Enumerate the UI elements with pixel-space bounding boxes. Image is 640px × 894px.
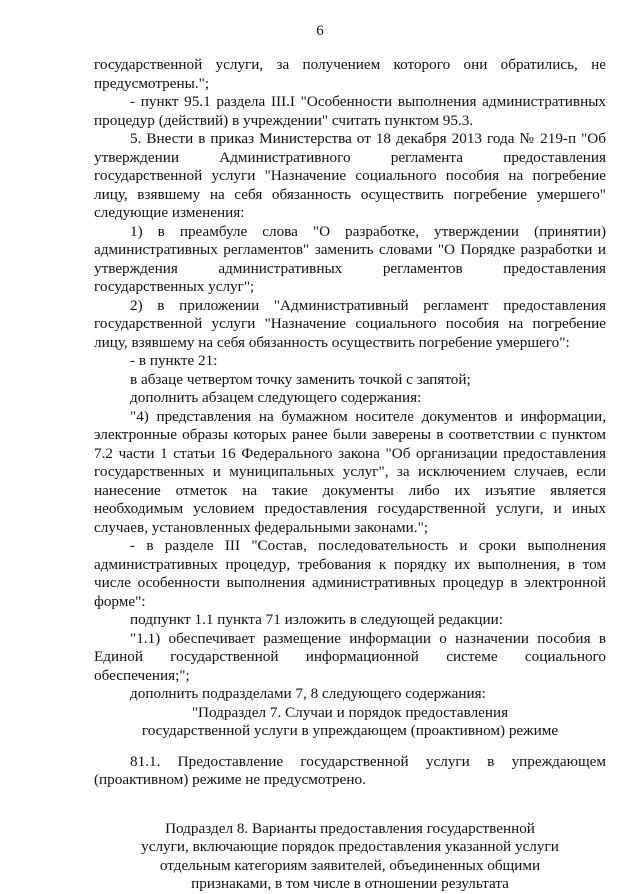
paragraph-item-95-1: - пункт 95.1 раздела III.I "Особенности выполнения административных процедур (действий) в учреждении" считать пунктом 95.3. — [94, 93, 606, 129]
paragraph-section-3: - в разделе III "Состав, последовательность и сроки выполнения административных процедур, требования к порядку их выполнения, в том числе особенности выполнения административных процедур в электронной форме": — [94, 537, 606, 610]
paragraph-quote-1-1: "1.1) обеспечивает размещение информации о назначении пособия в Единой государственной информационной системе социального обеспечения;"; — [94, 629, 606, 684]
spacer — [94, 741, 606, 753]
paragraph-subitem-1: 1) в преамбуле слова "О разработке, утверждении (принятии) административных регламентов" заменить словами "О Порядке разработки и утверждения административных регламентов предоставления государственных услуг"; — [94, 222, 606, 295]
paragraph-subpoint-1-1: подпункт 1.1 пункта 71 изложить в следующей редакции: — [130, 611, 503, 628]
paragraph-fourth-abzac: в абзаце четвертом точку заменить точкой с запятой; — [130, 370, 471, 388]
paragraph-add-subsections: дополнить подразделами 7, 8 следующего содержания: — [130, 685, 486, 702]
paragraph-quote-4: "4) представления на бумажном носителе документов и информации, электронные образы которых ранее были заверены в соответствии с пунктом 7.2 части 1 статьи 16 Федерального закона "Об организации предоставления государственных и муниципальных услуг", за исключением случаев, если нанесение отметок на такие документы либо их изъятие является необходимым условием предоставления государственной услуги, и иных случаев, установленных федеральными законами."; — [94, 407, 606, 536]
page-number: 6 — [316, 23, 324, 39]
subsection-8-heading-line-4: признаками, в том числе в отношении результата — [191, 875, 509, 892]
paragraph-continuation: государственной услуги, за получением которого они обратились, не предусмотрены."; — [94, 56, 606, 92]
subsection-8-heading-line-2: услуги, включающие порядок предоставления указанной услуги — [141, 838, 559, 855]
subsection-7-heading-line-1: "Подраздел 7. Случаи и порядок предоставления — [191, 703, 509, 721]
paragraph-subitem-2: 2) в приложении "Административный регламент предоставления государственной услуги "Назначение социального пособия на погребение лицу, взявшему на себя обязанность осуществить погребение умершего": — [94, 296, 606, 351]
subsection-8-heading-line-3: отдельным категориям заявителей, объединенных общими — [159, 856, 541, 874]
document-body — [94, 56, 606, 894]
subsection-7-heading-line-2: государственной услуги в упреждающем (проактивном) режиме — [141, 722, 559, 739]
paragraph-add-abzac: дополнить абзацем следующего содержания: — [130, 389, 422, 406]
spacer — [94, 790, 606, 820]
subsection-8-heading-line-1: Подраздел 8. Варианты предоставления государственной — [165, 819, 535, 837]
paragraph-item-5: 5. Внести в приказ Министерства от 18 декабря 2013 года № 219-п "Об утверждении Административного регламента предоставления государственной услуги "Назначение социального пособия на погребение лицу, взявшему на себя обязанность осуществить погребение умершего" следующие изменения: — [94, 130, 606, 221]
paragraph-81-1: 81.1. Предоставление государственной услуги в упреждающем (проактивном) режиме не предусмотрено. — [94, 752, 606, 788]
paragraph-point-21: - в пункте 21: — [130, 352, 218, 369]
